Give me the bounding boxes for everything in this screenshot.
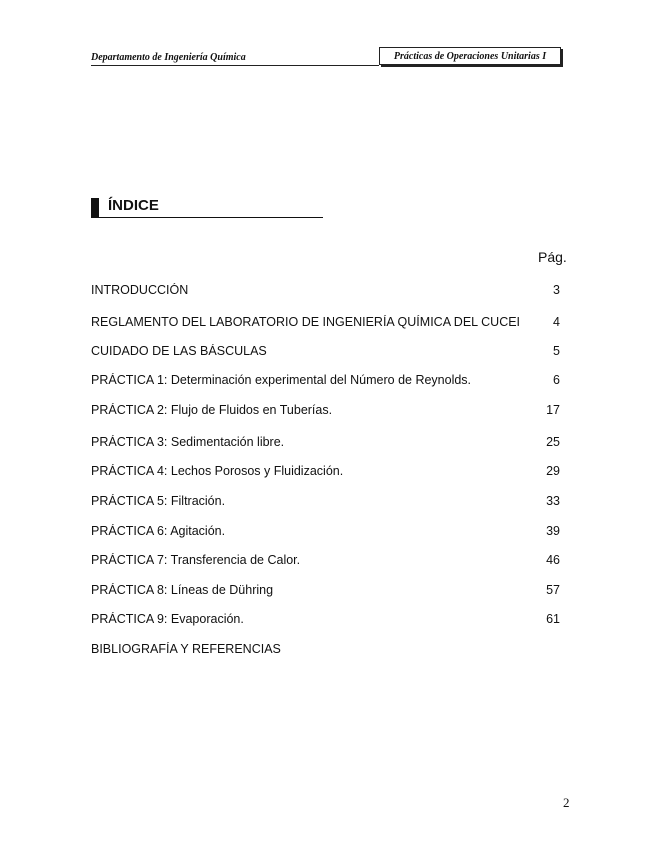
toc-entry[interactable] (0, 464, 655, 482)
section-marker (91, 198, 99, 217)
toc-entry-title: PRÁCTICA 5: Filtración. (91, 494, 226, 508)
page-column-label: Pág. (538, 249, 567, 265)
toc-entry-title: BIBLIOGRAFÍA Y REFERENCIAS (91, 642, 281, 656)
toc-entry-title: CUIDADO DE LAS BÁSCULAS (91, 344, 267, 358)
toc-entry[interactable] (0, 315, 655, 333)
header-rule (91, 65, 379, 66)
toc-entry-title: PRÁCTICA 3: Sedimentación libre. (91, 435, 285, 449)
toc-entry[interactable] (0, 553, 655, 571)
toc-entry-page: 4 (553, 315, 560, 329)
section-underline (91, 217, 323, 218)
toc-entry-page: 33 (546, 494, 560, 508)
toc-entry-page: 25 (546, 435, 560, 449)
toc-entry-title: INTRODUCCIÓN (91, 283, 189, 297)
toc-entry-title: PRÁCTICA 8: Líneas de Dühring (91, 583, 274, 597)
toc-entry-page: 39 (546, 524, 560, 538)
toc-entry-page: 3 (553, 283, 560, 297)
toc-entry-page: 29 (546, 464, 560, 478)
toc-entry-title: REGLAMENTO DEL LABORATORIO DE INGENIERÍA QUÍMICA DEL CUCEI (91, 315, 521, 329)
toc-entry-title: PRÁCTICA 9: Evaporación. (91, 612, 244, 626)
toc-entry-page: 5 (553, 344, 560, 358)
toc-entry-page: 61 (546, 612, 560, 626)
toc-entry[interactable] (0, 524, 655, 542)
toc-entry[interactable] (0, 494, 655, 512)
toc-entry[interactable] (0, 373, 655, 391)
header-course: Prácticas de Operaciones Unitarias I (393, 50, 547, 62)
toc-entry-page: 46 (546, 553, 560, 567)
page-number: 2 (563, 795, 570, 810)
toc-entry-title: PRÁCTICA 1: Determinación experimental del Número de Reynolds. (91, 373, 472, 387)
toc-entry[interactable] (0, 283, 655, 301)
toc-entry-title: PRÁCTICA 2: Flujo de Fluidos en Tuberías. (91, 403, 333, 417)
toc-entry[interactable] (0, 642, 655, 660)
toc-entry[interactable] (0, 344, 655, 362)
toc-entry-title: PRÁCTICA 7: Transferencia de Calor. (91, 553, 301, 567)
section-title: ÍNDICE (108, 197, 159, 214)
toc-entry-title: PRÁCTICA 6: Agitación. (91, 524, 226, 538)
header-course-box (379, 47, 561, 65)
toc-entry-page: 6 (553, 373, 560, 387)
toc-entry-page: 57 (546, 583, 560, 597)
toc-entry[interactable] (0, 583, 655, 601)
toc-entry-page: 17 (546, 403, 560, 417)
toc-entry[interactable] (0, 403, 655, 421)
header-department: Departamento de Ingeniería Química (91, 52, 246, 63)
toc-entry-title: PRÁCTICA 4: Lechos Porosos y Fluidización. (91, 464, 344, 478)
toc-entry[interactable] (0, 435, 655, 453)
toc-entry[interactable] (0, 612, 655, 630)
